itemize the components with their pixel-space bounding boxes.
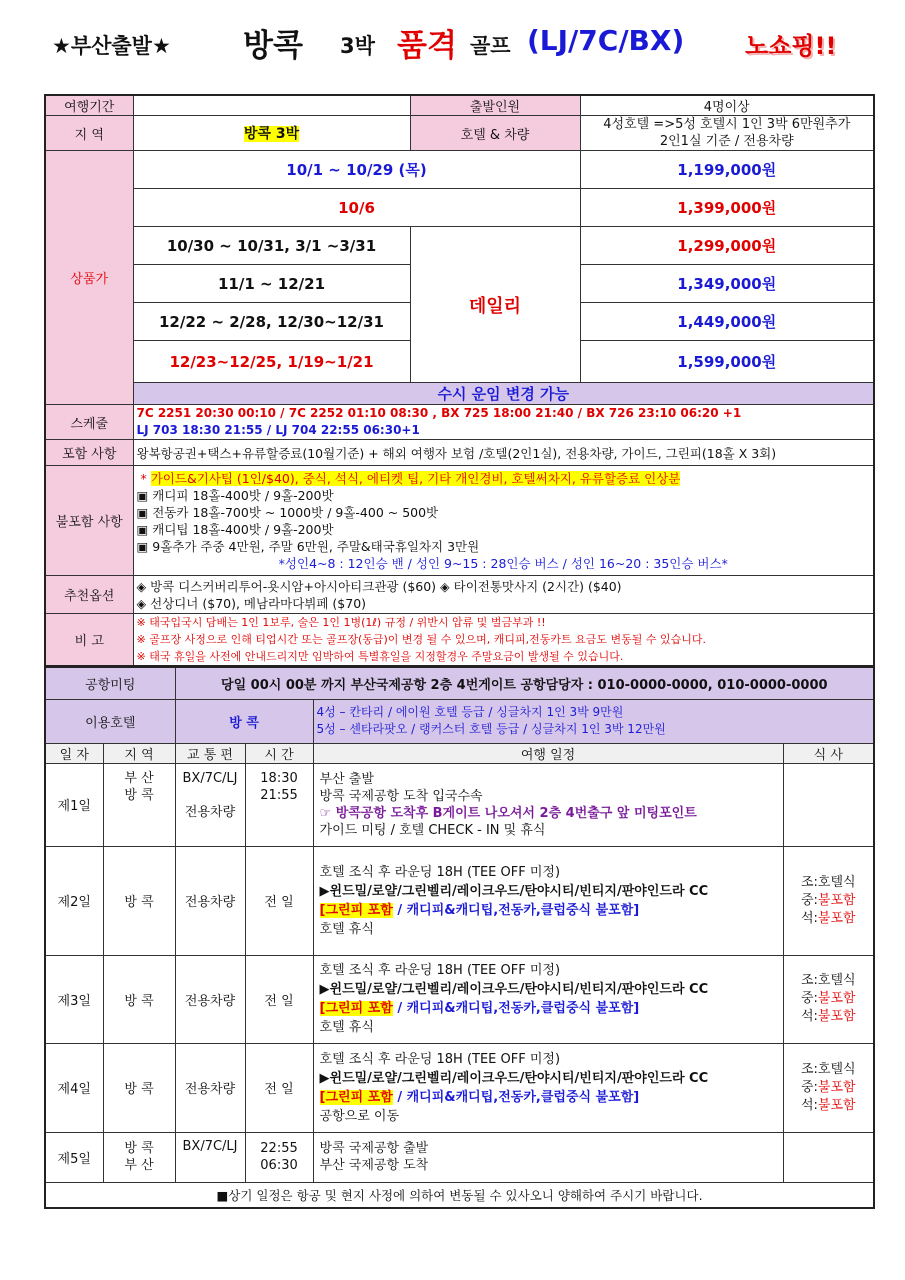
itinerary-day-3 (45, 955, 874, 1043)
day-plan: 호텔 조식 후 라운딩 18H (TEE OFF 미정) (319, 864, 561, 880)
excluded-line-5: *성인4~8 : 12인승 밴 / 성인 9~15 : 28인승 버스 / 성인 16~20 : 35인승 버스* (278, 555, 728, 571)
period-value (133, 95, 410, 116)
itinerary-day-4 (45, 1043, 874, 1132)
excluded-line-4: ▣ 9홀추가 주중 4만원, 주말 6만원, 주말&태국휴일차지 3만원 (136, 538, 480, 554)
day-region: 방 콕 (124, 1141, 154, 1156)
itinerary-day-5 (45, 1132, 874, 1182)
remarks-label: 비 고 (45, 614, 133, 667)
meal-breakfast: 조:호텔식 (800, 1061, 856, 1077)
day-plan-courses: ▶윈드밀/로얄/그린벨리/레이크우드/탄야시티/빈티지/판야인드라 CC (319, 1070, 709, 1086)
hotel-line-1: 4성호텔 =>5성 호텔시 1인 3박 6만원추가 (603, 117, 851, 132)
hotel-4star: 4성 – 칸타리 / 에이원 호텔 등급 / 싱글차지 1인 3박 9만원 (316, 705, 624, 719)
day-label: 제5일 (45, 1132, 103, 1182)
itinerary-day-2 (45, 846, 874, 955)
day-plan: 방콕 국제공항 도착 입국수속 (319, 788, 483, 804)
day-plan: 호텔 휴식 (319, 921, 374, 937)
day-transport: 전용차량 (175, 955, 245, 1043)
hotel-label: 이용호텔 (45, 699, 175, 743)
header-time: 시 간 (245, 743, 313, 763)
meeting-value: 당일 00시 00분 까지 부산국제공항 2층 4번게이트 공항담당자 : 010-0000-0000, 010-0000-0000 (175, 667, 874, 699)
pax-label: 출발인원 (410, 95, 580, 116)
day-plan: 부산 출발 (319, 771, 374, 787)
hotel-city: 방 콕 (175, 699, 313, 743)
itinerary-table (44, 666, 875, 1209)
day-region: 부 산 (124, 1158, 154, 1173)
day-time: 18:30 (260, 770, 298, 786)
meal-lunch-label: 중: (800, 892, 818, 908)
price-period-1: 10/1 ~ 10/29 (목) (133, 151, 580, 189)
excluded-line-2: ▣ 전동카 18홀-700밧 ~ 1000밧 / 9홀-400 ~ 500밧 (136, 504, 439, 520)
day-label: 제2일 (45, 846, 103, 955)
title-airlines: (LJ/7C/BX) (527, 24, 685, 57)
footer-note: ■상기 일정은 항공 및 현지 사정에 의하여 변동될 수 있사오니 양해하여 주시기 바랍니다. (45, 1182, 874, 1208)
day-plan: 호텔 조식 후 라운딩 18H (TEE OFF 미정) (319, 963, 561, 978)
day-region: 방 콕 (103, 846, 175, 955)
greenfee-excluded: / 캐디피&캐디팁,전동카,클럽중식 불포함] (397, 1089, 640, 1105)
meal-dinner-label: 석: (800, 1097, 818, 1113)
excluded-star: * (140, 470, 147, 486)
schedule-line-2: LJ 703 18:30 21:55 / LJ 704 22:55 06:30+1 (136, 423, 420, 437)
meeting-label: 공항미팅 (45, 667, 175, 699)
greenfee-excluded: / 캐디피&캐디팁,전동카,클럽중식 불포함] (397, 902, 640, 918)
price-period-4: 11/1 ~ 12/21 (133, 265, 410, 303)
included-label: 포함 사항 (45, 440, 133, 466)
schedule-label: 스케줄 (45, 405, 133, 440)
header-meal: 식 사 (783, 743, 874, 763)
daily-label: 데일리 (410, 227, 580, 383)
itinerary-day-1 (45, 763, 874, 846)
meal-dinner-label: 석: (800, 1009, 818, 1024)
schedule-line-1: 7C 2251 20:30 00:10 / 7C 2252 01:10 08:30 , BX 725 18:00 21:40 / BX 726 23:10 06:20 +1 (136, 406, 742, 420)
included-value: 왕복항공권+택스+유류할증료(10월기준) + 해외 여행자 보험 /호텔(2인1실), 전용차량, 가이드, 그린피(18홀 X 3회) (133, 440, 874, 466)
day-label: 제4일 (45, 1043, 103, 1132)
excluded-line-3: ▣ 캐디팁 18홀-400밧 / 9홀-200밧 (136, 521, 334, 537)
meal-dinner: 불포함 (817, 1009, 856, 1024)
title-nights: 3박 (340, 34, 375, 58)
greenfee-excluded: / 캐디피&캐디팁,전동카,클럽중식 불포함] (397, 1001, 640, 1016)
header-transport: 교 통 편 (175, 743, 245, 763)
day-label: 제3일 (45, 955, 103, 1043)
meal-lunch-label: 중: (800, 991, 818, 1006)
day-plan-meeting-point: ☞ 방콕공항 도착후 B게이트 나오셔서 2층 4번출구 앞 미팅포인트 (319, 805, 697, 821)
title-destination: 방콕 (243, 28, 303, 64)
day-transport: 전용차량 (175, 846, 245, 955)
title-noshop: 노쇼핑!! (745, 32, 837, 60)
meal-lunch-label: 중: (800, 1079, 818, 1095)
meal-lunch: 불포함 (817, 1079, 856, 1095)
day-time: 전 일 (245, 846, 313, 955)
hotel-car-label: 호텔 & 차량 (410, 116, 580, 151)
greenfee-included: [그린피 포함 (319, 1089, 393, 1105)
price-period-5: 12/22 ~ 2/28, 12/30~12/31 (133, 303, 410, 341)
meal-dinner: 불포함 (817, 1097, 856, 1113)
region-value: 방콕 3박 (243, 126, 300, 142)
day-plan: 공항으로 이동 (319, 1108, 399, 1124)
options-line-2: ◈ 선상디너 ($70), 메남라마다뷔페 ($70) (136, 595, 367, 611)
day-region: 방 콕 (103, 1043, 175, 1132)
day-time: 22:55 (260, 1141, 298, 1156)
day-plan-courses: ▶윈드밀/로얄/그린벨리/레이크우드/탄야시티/빈티지/판야인드라 CC (319, 883, 709, 899)
period-label: 여행기간 (45, 95, 133, 116)
price-period-6: 12/23~12/25, 1/19~1/21 (133, 341, 410, 383)
fare-change-note: 수시 운임 변경 가능 (133, 383, 874, 405)
options-line-1: ◈ 방콕 디스커버리투어-욧시암+아시아티크관광 ($60) ◈ 타이전통맛사지 (2시간) ($40) (136, 578, 622, 594)
price-value-5: 1,449,000원 (580, 303, 874, 341)
greenfee-included: [그린피 포함 (319, 1001, 393, 1016)
price-value-2: 1,399,000원 (580, 189, 874, 227)
price-value-3: 1,299,000원 (580, 227, 874, 265)
meal-lunch: 불포함 (817, 892, 856, 908)
meal-dinner: 불포함 (817, 910, 856, 926)
meal-lunch: 불포함 (817, 991, 856, 1006)
header-plan: 여행 일정 (313, 743, 783, 763)
pax-value: 4명이상 (580, 95, 874, 116)
price-label: 상품가 (45, 151, 133, 405)
product-info-table (44, 94, 875, 667)
remarks-line-3: ※ 태국 휴일을 사전에 안내드리지만 임박하여 특별휴일을 지정할경우 주말요금이 발생될 수 있습니다. (136, 650, 624, 663)
price-value-6: 1,599,000원 (580, 341, 874, 383)
day-region: 부 산 (124, 770, 154, 786)
greenfee-included: [그린피 포함 (319, 902, 393, 918)
day-time: 전 일 (245, 1043, 313, 1132)
meal-breakfast: 조:호텔식 (800, 874, 856, 890)
day-plan: 방콕 국제공항 출발 (319, 1141, 429, 1156)
header-region: 지 역 (103, 743, 175, 763)
options-label: 추천옵션 (45, 576, 133, 614)
excluded-line-0: 가이드&기사팁 (1인/$40), 중식, 석식, 에티켓 팁, 기타 개인경비, 호텔써차지, 유류할증료 인상분 (150, 470, 681, 486)
remarks-line-1: ※ 태국입국시 담배는 1인 1보루, 술은 1인 1병(1ℓ) 규정 / 위반시 압류 및 벌금부과 !! (136, 616, 546, 629)
hotel-5star: 5성 – 센타라팟오 / 랭커스터 호텔 등급 / 싱글차지 1인 3박 12만원 (316, 722, 666, 736)
day-transport: 전용차량 (184, 804, 236, 820)
price-value-4: 1,349,000원 (580, 265, 874, 303)
day-region: 방 콕 (103, 955, 175, 1043)
day-region: 방 콕 (124, 787, 154, 803)
remarks-line-2: ※ 골프장 사정으로 인해 티업시간 또는 골프장(동급)이 변경 될 수 있으며, 캐디피,전동카트 요금도 변동될 수 있습니다. (136, 633, 707, 646)
day-time: 전 일 (245, 955, 313, 1043)
excluded-label: 불포함 사항 (45, 466, 133, 576)
day-plan: 호텔 휴식 (319, 1020, 374, 1035)
day-plan-courses: ▶윈드밀/로얄/그린벨리/레이크우드/탄야시티/빈티지/판야인드라 CC (319, 982, 709, 997)
day-plan: 가이드 미팅 / 호텔 CHECK - IN 및 휴식 (319, 822, 546, 838)
day-transport: BX/7C/LJ (182, 770, 238, 786)
region-label: 지 역 (45, 116, 133, 151)
header-day: 일 자 (45, 743, 103, 763)
title-grade: 품격 (397, 28, 457, 64)
price-period-2: 10/6 (133, 189, 580, 227)
price-period-3: 10/30 ~ 10/31, 3/1 ~3/31 (133, 227, 410, 265)
day-plan: 부산 국제공항 도착 (319, 1158, 429, 1173)
day-label: 제1일 (45, 763, 103, 846)
title-origin: ★부산출발★ (52, 34, 171, 58)
day-plan: 호텔 조식 후 라운딩 18H (TEE OFF 미정) (319, 1051, 561, 1067)
page-title (0, 18, 905, 68)
price-value-1: 1,199,000원 (580, 151, 874, 189)
title-type-golf: 골프 (470, 34, 511, 58)
day-time: 21:55 (260, 787, 298, 803)
hotel-line-2: 2인1실 기준 / 전용차량 (659, 134, 794, 149)
day-transport: BX/7C/LJ (175, 1132, 245, 1182)
day-transport: 전용차량 (175, 1043, 245, 1132)
meal-dinner-label: 석: (800, 910, 818, 926)
excluded-line-1: ▣ 캐디피 18홀-400밧 / 9홀-200밧 (136, 487, 334, 503)
day-time: 06:30 (260, 1158, 298, 1173)
meal-breakfast: 조:호텔식 (800, 973, 856, 988)
